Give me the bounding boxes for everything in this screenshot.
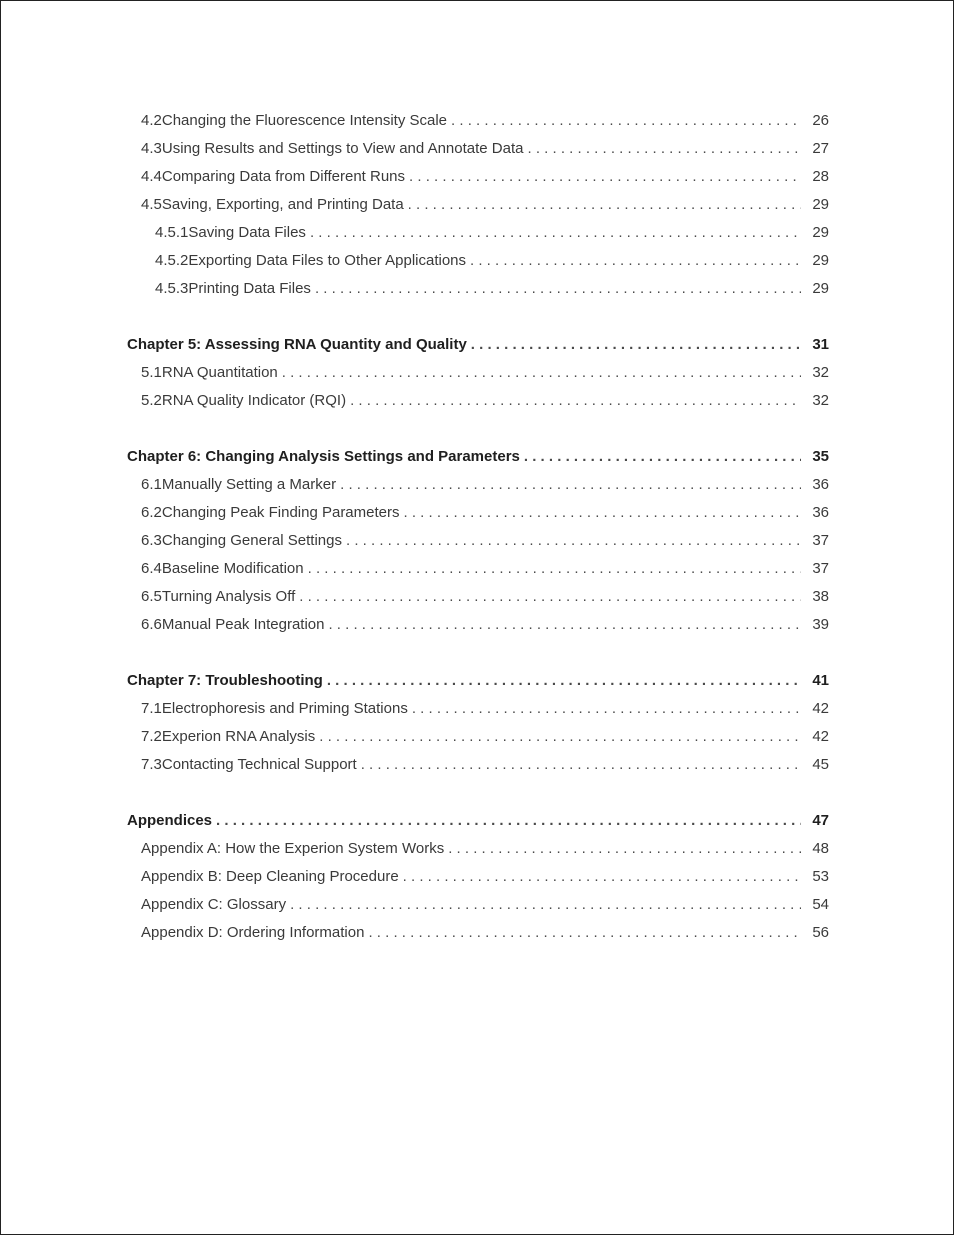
toc-chapter-entry[interactable] — [127, 667, 829, 695]
dot-leader — [471, 331, 801, 359]
toc-entry[interactable] — [127, 471, 829, 499]
toc-entry-page: 42 — [812, 700, 829, 717]
toc-chapter-title: Appendices — [127, 812, 213, 829]
toc-entry-number: 6.4 — [141, 560, 162, 577]
toc-entry-page: 53 — [812, 868, 829, 885]
toc-entry-number: 4.3 — [141, 140, 162, 157]
dot-leader — [451, 107, 801, 135]
toc-entry-title: Printing Data Files — [188, 280, 311, 297]
dot-leader — [368, 919, 801, 947]
toc-entry-number: 4.5.1 — [155, 224, 189, 241]
table-of-contents — [127, 107, 829, 947]
toc-entry[interactable] — [127, 751, 829, 779]
toc-entry-title: Changing General Settings — [161, 532, 342, 549]
dot-leader — [527, 135, 801, 163]
toc-chapter-title: Chapter 7: Troubleshooting — [127, 672, 323, 689]
dot-leader — [327, 667, 801, 695]
toc-chapter-title: Chapter 6: Changing Analysis Settings and Parameters — [127, 448, 520, 465]
toc-entry-page: 27 — [812, 140, 829, 157]
toc-entry[interactable] — [127, 555, 829, 583]
toc-entry-page: 45 — [812, 756, 829, 773]
toc-entry-number: 4.4 — [141, 168, 162, 185]
toc-entry[interactable] — [127, 359, 829, 387]
toc-entry-title: RNA Quality Indicator (RQI) — [161, 392, 347, 409]
toc-entry-number: 6.2 — [141, 504, 162, 521]
toc-entry-number: 7.1 — [141, 700, 162, 717]
toc-entry[interactable] — [127, 919, 829, 947]
toc-entry-page: 32 — [812, 364, 829, 381]
dot-leader — [299, 583, 801, 611]
toc-entry-page: 26 — [812, 112, 829, 129]
toc-entry-page: 42 — [812, 728, 829, 745]
toc-entry-number: 7.3 — [141, 756, 162, 773]
toc-entry-page: 36 — [812, 476, 829, 493]
toc-entry[interactable] — [127, 163, 829, 191]
toc-entry-page: 39 — [812, 616, 829, 633]
toc-chapter-title: Chapter 5: Assessing RNA Quantity and Quality — [127, 336, 467, 353]
toc-entry-page: 35 — [812, 448, 829, 465]
toc-entry-title: Saving, Exporting, and Printing Data — [161, 196, 404, 213]
dot-leader — [290, 891, 801, 919]
toc-entry[interactable] — [127, 387, 829, 415]
dot-leader — [404, 499, 802, 527]
toc-entry[interactable] — [127, 835, 829, 863]
toc-entry[interactable] — [127, 527, 829, 555]
toc-entry-title: Saving Data Files — [188, 224, 306, 241]
toc-entry[interactable] — [127, 723, 829, 751]
toc-entry-page: 31 — [812, 336, 829, 353]
toc-entry-page: 28 — [812, 168, 829, 185]
dot-leader — [448, 835, 801, 863]
toc-entry-number: 5.1 — [141, 364, 162, 381]
toc-entry-title: Electrophoresis and Priming Stations — [161, 700, 408, 717]
toc-entry-title: Using Results and Settings to View and Annotate Data — [161, 140, 524, 157]
toc-chapter-entry[interactable] — [127, 443, 829, 471]
dot-leader — [412, 695, 801, 723]
toc-entry-title: Changing Peak Finding Parameters — [161, 504, 400, 521]
dot-leader — [346, 527, 801, 555]
toc-entry-page: 29 — [812, 196, 829, 213]
toc-entry-page: 29 — [812, 280, 829, 297]
dot-leader — [315, 275, 801, 303]
toc-entry-number: 4.5 — [141, 196, 162, 213]
toc-entry-title: Manual Peak Integration — [161, 616, 325, 633]
toc-entry-number: 6.1 — [141, 476, 162, 493]
toc-entry[interactable] — [127, 499, 829, 527]
dot-leader — [409, 163, 801, 191]
toc-entry-page: 48 — [812, 840, 829, 857]
toc-entry[interactable] — [127, 275, 829, 303]
toc-chapter-entry[interactable] — [127, 331, 829, 359]
toc-entry[interactable] — [127, 135, 829, 163]
toc-entry-title: Comparing Data from Different Runs — [161, 168, 406, 185]
toc-entry-page: 36 — [812, 504, 829, 521]
toc-entry-number: 5.2 — [141, 392, 162, 409]
dot-leader — [308, 555, 801, 583]
dot-leader — [310, 219, 801, 247]
dot-leader — [340, 471, 801, 499]
toc-entry-number: 4.5.2 — [155, 252, 189, 269]
toc-entry-page: 37 — [812, 560, 829, 577]
toc-entry-page: 41 — [812, 672, 829, 689]
toc-entry-number: 6.5 — [141, 588, 162, 605]
toc-entry-title: Baseline Modification — [161, 560, 304, 577]
toc-entry[interactable] — [127, 695, 829, 723]
toc-entry[interactable] — [127, 611, 829, 639]
dot-leader — [408, 191, 801, 219]
toc-entry-page: 56 — [812, 924, 829, 941]
toc-entry-page: 47 — [812, 812, 829, 829]
toc-entry[interactable] — [127, 863, 829, 891]
toc-entry[interactable] — [127, 219, 829, 247]
dot-leader — [403, 863, 801, 891]
toc-entry-page: 38 — [812, 588, 829, 605]
toc-entry-page: 37 — [812, 532, 829, 549]
dot-leader — [216, 807, 801, 835]
toc-entry-page: 29 — [812, 252, 829, 269]
toc-entry-number: 6.3 — [141, 532, 162, 549]
toc-entry[interactable] — [127, 107, 829, 135]
dot-leader — [470, 247, 801, 275]
toc-entry[interactable] — [127, 891, 829, 919]
toc-entry-title: Experion RNA Analysis — [161, 728, 316, 745]
toc-entry-title: Changing the Fluorescence Intensity Scale — [161, 112, 448, 129]
toc-entry-number: 4.2 — [141, 112, 162, 129]
toc-entry-page: 54 — [812, 896, 829, 913]
dot-leader — [328, 611, 801, 639]
dot-leader — [282, 359, 801, 387]
toc-entry-number: 4.5.3 — [155, 280, 189, 297]
toc-entry-title: Exporting Data Files to Other Applications — [188, 252, 467, 269]
toc-entry-title: Appendix B: Deep Cleaning Procedure — [141, 868, 399, 885]
toc-entry-title: Appendix C: Glossary — [141, 896, 287, 913]
dot-leader — [524, 443, 801, 471]
toc-entry[interactable] — [127, 583, 829, 611]
toc-entry-page: 32 — [812, 392, 829, 409]
toc-chapter-entry[interactable] — [127, 807, 829, 835]
toc-entry-title: Turning Analysis Off — [161, 588, 296, 605]
toc-entry[interactable] — [127, 247, 829, 275]
dot-leader — [319, 723, 801, 751]
toc-entry-title: Appendix A: How the Experion System Works — [141, 840, 445, 857]
toc-entry-title: Appendix D: Ordering Information — [141, 924, 365, 941]
toc-entry-title: Contacting Technical Support — [161, 756, 357, 773]
dot-leader — [350, 387, 801, 415]
toc-entry-page: 29 — [812, 224, 829, 241]
toc-entry-number: 6.6 — [141, 616, 162, 633]
toc-entry[interactable] — [127, 191, 829, 219]
dot-leader — [361, 751, 801, 779]
toc-entry-title: RNA Quantitation — [161, 364, 278, 381]
toc-entry-number: 7.2 — [141, 728, 162, 745]
toc-entry-title: Manually Setting a Marker — [161, 476, 337, 493]
